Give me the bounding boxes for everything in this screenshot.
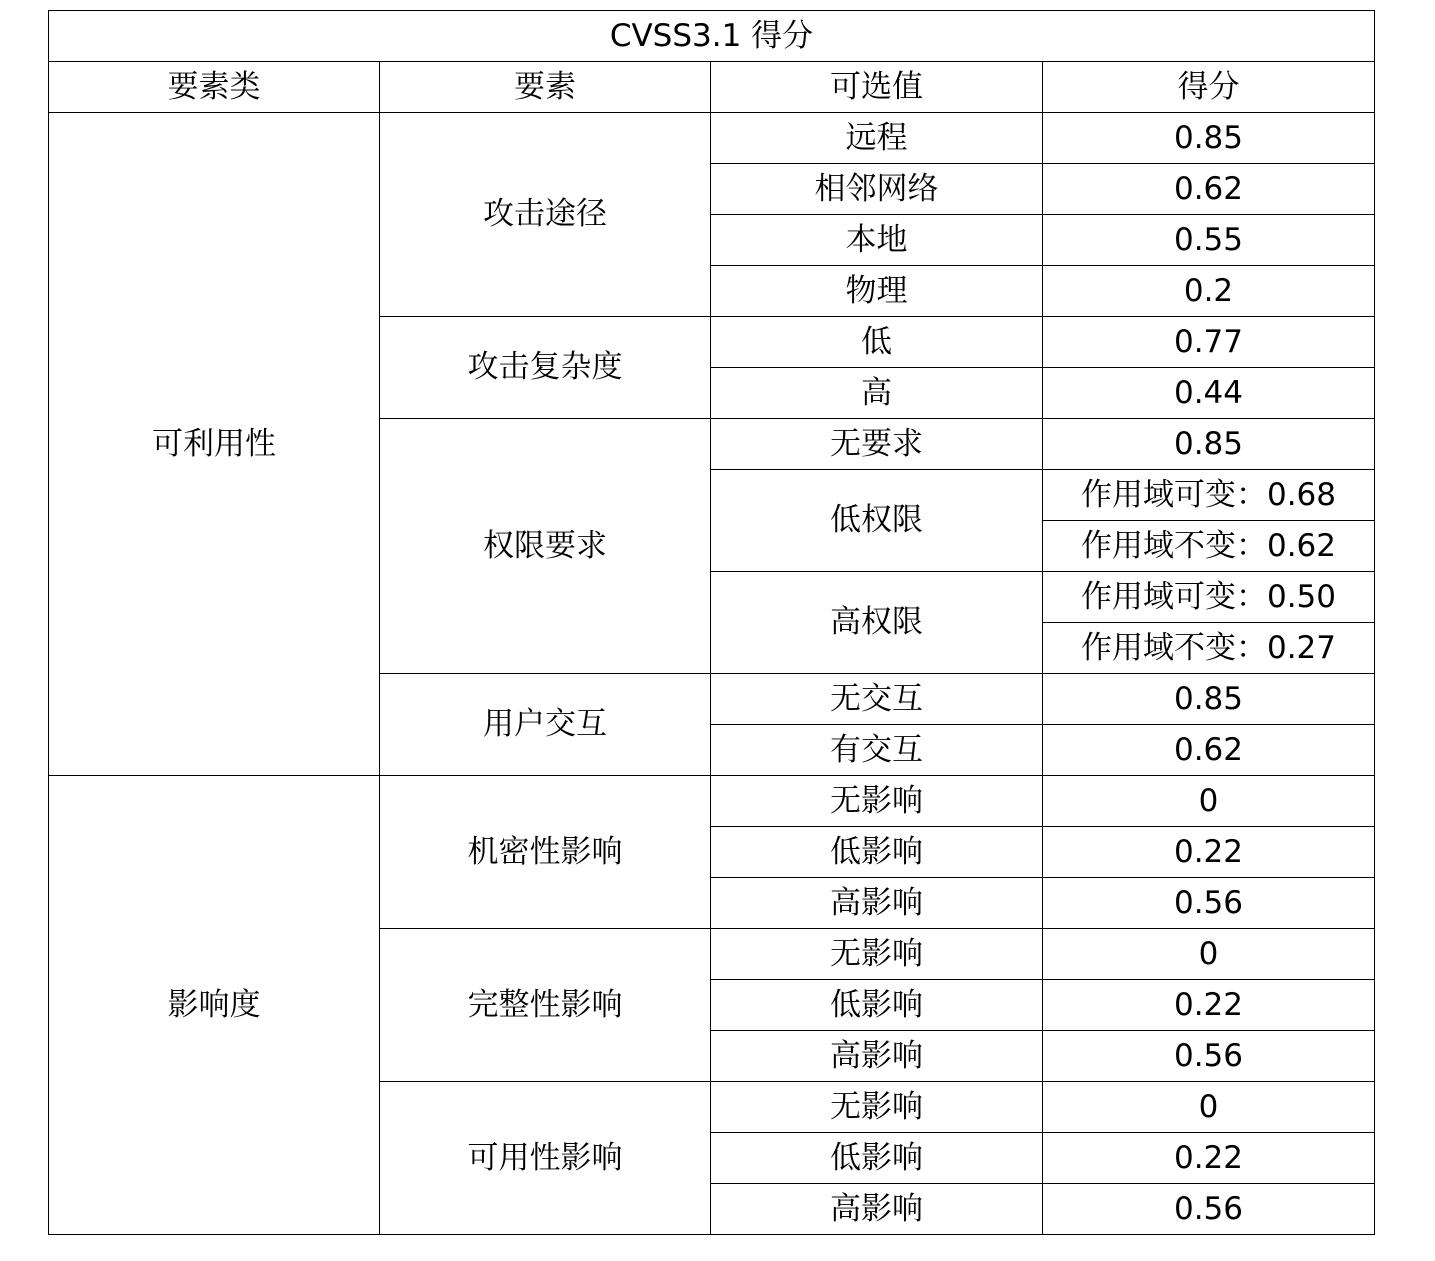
element-cell: 权限要求 [380, 419, 711, 674]
option-cell: 高影响 [711, 1184, 1043, 1235]
score-cell: 0.77 [1043, 317, 1375, 368]
option-cell: 无要求 [711, 419, 1043, 470]
score-cell: 作用域不变：0.62 [1043, 521, 1375, 572]
score-cell: 0.56 [1043, 1031, 1375, 1082]
option-cell: 低影响 [711, 827, 1043, 878]
category-cell: 可利用性 [49, 113, 380, 776]
option-cell: 高权限 [711, 572, 1043, 674]
score-cell: 作用域可变：0.68 [1043, 470, 1375, 521]
element-cell: 完整性影响 [380, 929, 711, 1082]
option-cell: 物理 [711, 266, 1043, 317]
score-cell: 作用域不变：0.27 [1043, 623, 1375, 674]
score-cell: 0.22 [1043, 827, 1375, 878]
score-cell: 0.44 [1043, 368, 1375, 419]
option-cell: 高影响 [711, 1031, 1043, 1082]
option-cell: 远程 [711, 113, 1043, 164]
option-cell: 低 [711, 317, 1043, 368]
score-cell: 0 [1043, 1082, 1375, 1133]
score-cell: 0.22 [1043, 980, 1375, 1031]
cvss-score-table [48, 10, 1375, 1235]
category-cell: 影响度 [49, 776, 380, 1235]
score-cell: 0 [1043, 929, 1375, 980]
header-category: 要素类 [49, 62, 380, 113]
option-cell: 无影响 [711, 1082, 1043, 1133]
table-title: CVSS3.1 得分 [49, 11, 1375, 62]
score-cell: 0.56 [1043, 878, 1375, 929]
score-cell: 0.55 [1043, 215, 1375, 266]
score-cell: 0.2 [1043, 266, 1375, 317]
option-cell: 无影响 [711, 929, 1043, 980]
element-cell: 可用性影响 [380, 1082, 711, 1235]
option-cell: 低影响 [711, 980, 1043, 1031]
header-option: 可选值 [711, 62, 1043, 113]
option-cell: 有交互 [711, 725, 1043, 776]
element-cell: 机密性影响 [380, 776, 711, 929]
score-cell: 0.85 [1043, 419, 1375, 470]
option-cell: 高 [711, 368, 1043, 419]
title-row [49, 11, 1375, 62]
score-cell: 0.62 [1043, 164, 1375, 215]
score-cell: 0.56 [1043, 1184, 1375, 1235]
table-body [49, 113, 1375, 1235]
option-cell: 本地 [711, 215, 1043, 266]
header-element: 要素 [380, 62, 711, 113]
table-row [49, 113, 1375, 164]
score-cell: 作用域可变：0.50 [1043, 572, 1375, 623]
score-cell: 0 [1043, 776, 1375, 827]
option-cell: 无交互 [711, 674, 1043, 725]
option-cell: 无影响 [711, 776, 1043, 827]
score-cell: 0.85 [1043, 674, 1375, 725]
header-row [49, 62, 1375, 113]
option-cell: 低权限 [711, 470, 1043, 572]
header-score: 得分 [1043, 62, 1375, 113]
score-cell: 0.62 [1043, 725, 1375, 776]
score-cell: 0.85 [1043, 113, 1375, 164]
option-cell: 低影响 [711, 1133, 1043, 1184]
element-cell: 攻击复杂度 [380, 317, 711, 419]
element-cell: 用户交互 [380, 674, 711, 776]
option-cell: 高影响 [711, 878, 1043, 929]
score-cell: 0.22 [1043, 1133, 1375, 1184]
table-row [49, 776, 1375, 827]
option-cell: 相邻网络 [711, 164, 1043, 215]
element-cell: 攻击途径 [380, 113, 711, 317]
